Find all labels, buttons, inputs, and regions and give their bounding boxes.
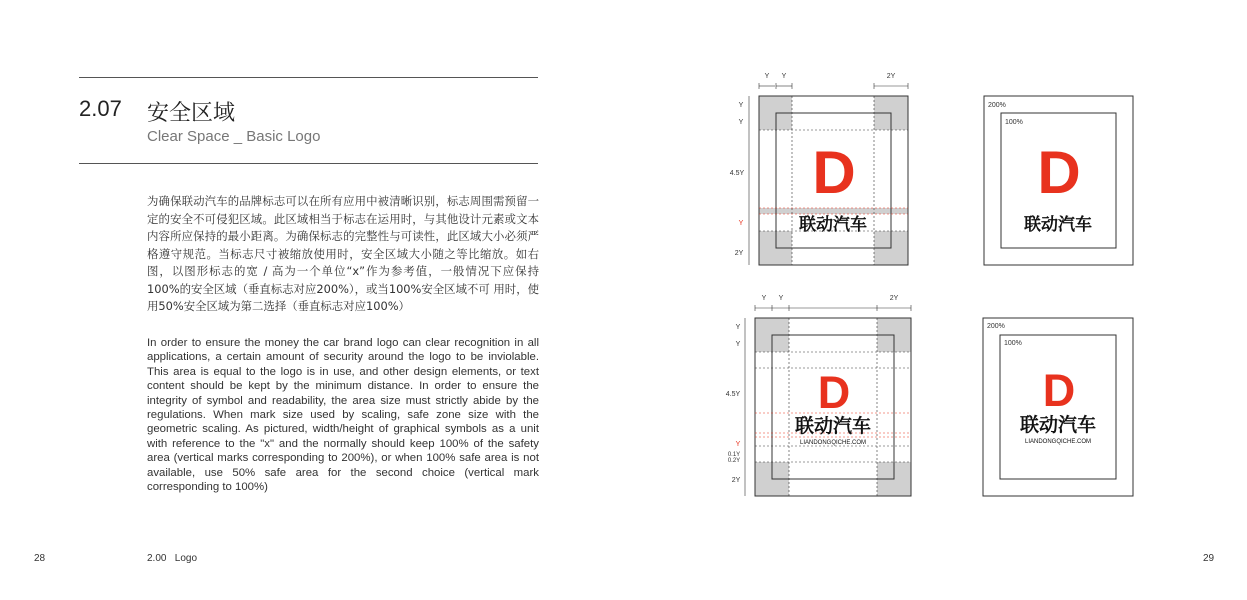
- page-number-right: 29: [1203, 553, 1215, 564]
- svg-text:0.2Y: 0.2Y: [727, 458, 741, 464]
- svg-text:2Y: 2Y: [889, 295, 899, 302]
- logo-d-mark: D: [817, 367, 851, 418]
- clear-space-example-bottom: [983, 318, 1133, 496]
- svg-text:Y: Y: [738, 220, 744, 227]
- section-title-en: Clear Space _ Basic Logo: [147, 128, 321, 145]
- clear-space-example-top: [984, 96, 1133, 265]
- svg-text:Y: Y: [735, 441, 741, 448]
- svg-text:Y: Y: [778, 295, 784, 302]
- svg-text:0.1Y: 0.1Y: [727, 452, 741, 458]
- svg-text:2Y: 2Y: [734, 250, 744, 257]
- logo-wordmark: 联动汽车: [799, 215, 867, 235]
- body-text-cn: 为确保联动汽车的品牌标志可以在所有应用中被清晰识别，标志周围需预留一定的安全不可侵犯区域。此区域相当于标志在运用时，与其他设计元素或文本内容所应保持的最小距离。为确保标志的完整性与可读性，此区域大小必须严格遵守规范。当标志尺寸被缩放使用时，安全区域大小随之等比缩放。如右图，以图形标志的宽 / 高为一个单位“x”作为参考值，一般情况下应保持100%的安全区域（垂直标志对应200%），或当100%安全区域不可 用时，使用50%安全区域为第二选择（垂直标志对应100%）: [147, 194, 539, 313]
- svg-text:200%: 200%: [987, 323, 1005, 330]
- svg-text:Y: Y: [735, 341, 741, 348]
- svg-text:100%: 100%: [1005, 119, 1023, 126]
- clear-space-diagram-top: [730, 73, 908, 265]
- svg-text:Y: Y: [738, 119, 744, 126]
- body-text-en: In order to ensure the money the car brand logo can clear recognition in all applications, a certain amount of security around the logo to be inviolable. This area is equal to the logo is in use, and other design elements, or text content should be kept by the minimum distance. In order to ensure the integrity of symbol and readability, the area size must strictly abide by the regulations. When mark size used by scaling, safe zone size with the geometric scaling. As pictured, width/height of graphical symbols as a unit with reference to the "x" and the normally should keep 100% of the safety area (vertical marks corresponding to 200%), or when 100% safe area is not available, use 50% safe area for the second choice (vertical mark corresponding to 100%): [147, 337, 539, 494]
- clear-space-diagram-bottom: [726, 295, 911, 496]
- svg-text:100%: 100%: [1004, 340, 1022, 347]
- logo-wordmark: 联动汽车: [1024, 215, 1092, 235]
- svg-text:2Y: 2Y: [886, 73, 896, 80]
- page-number-left: 28: [34, 553, 46, 564]
- logo-d-mark: D: [1042, 365, 1076, 416]
- svg-text:Y: Y: [735, 324, 741, 331]
- svg-text:200%: 200%: [988, 102, 1006, 109]
- section-number: 2.07: [79, 96, 122, 121]
- svg-text:4.5Y: 4.5Y: [729, 170, 745, 177]
- logo-wordmark: 联动汽车: [1019, 414, 1097, 436]
- section-title-cn: 安全区域: [147, 101, 236, 126]
- svg-text:2Y: 2Y: [731, 477, 741, 484]
- logo-url: LIANDONGQICHE.COM: [1024, 439, 1092, 445]
- svg-text:Y: Y: [738, 102, 744, 109]
- svg-text:Y: Y: [761, 295, 767, 302]
- logo-d-mark: D: [1037, 139, 1081, 206]
- footer-section-label: 2.00 Logo: [147, 553, 198, 564]
- logo-d-mark: D: [812, 139, 856, 206]
- logo-url: LIANDONGQICHE.COM: [799, 440, 867, 446]
- logo-wordmark: 联动汽车: [794, 415, 872, 437]
- svg-text:4.5Y: 4.5Y: [725, 391, 741, 398]
- svg-text:Y: Y: [764, 73, 770, 80]
- svg-text:Y: Y: [781, 73, 787, 80]
